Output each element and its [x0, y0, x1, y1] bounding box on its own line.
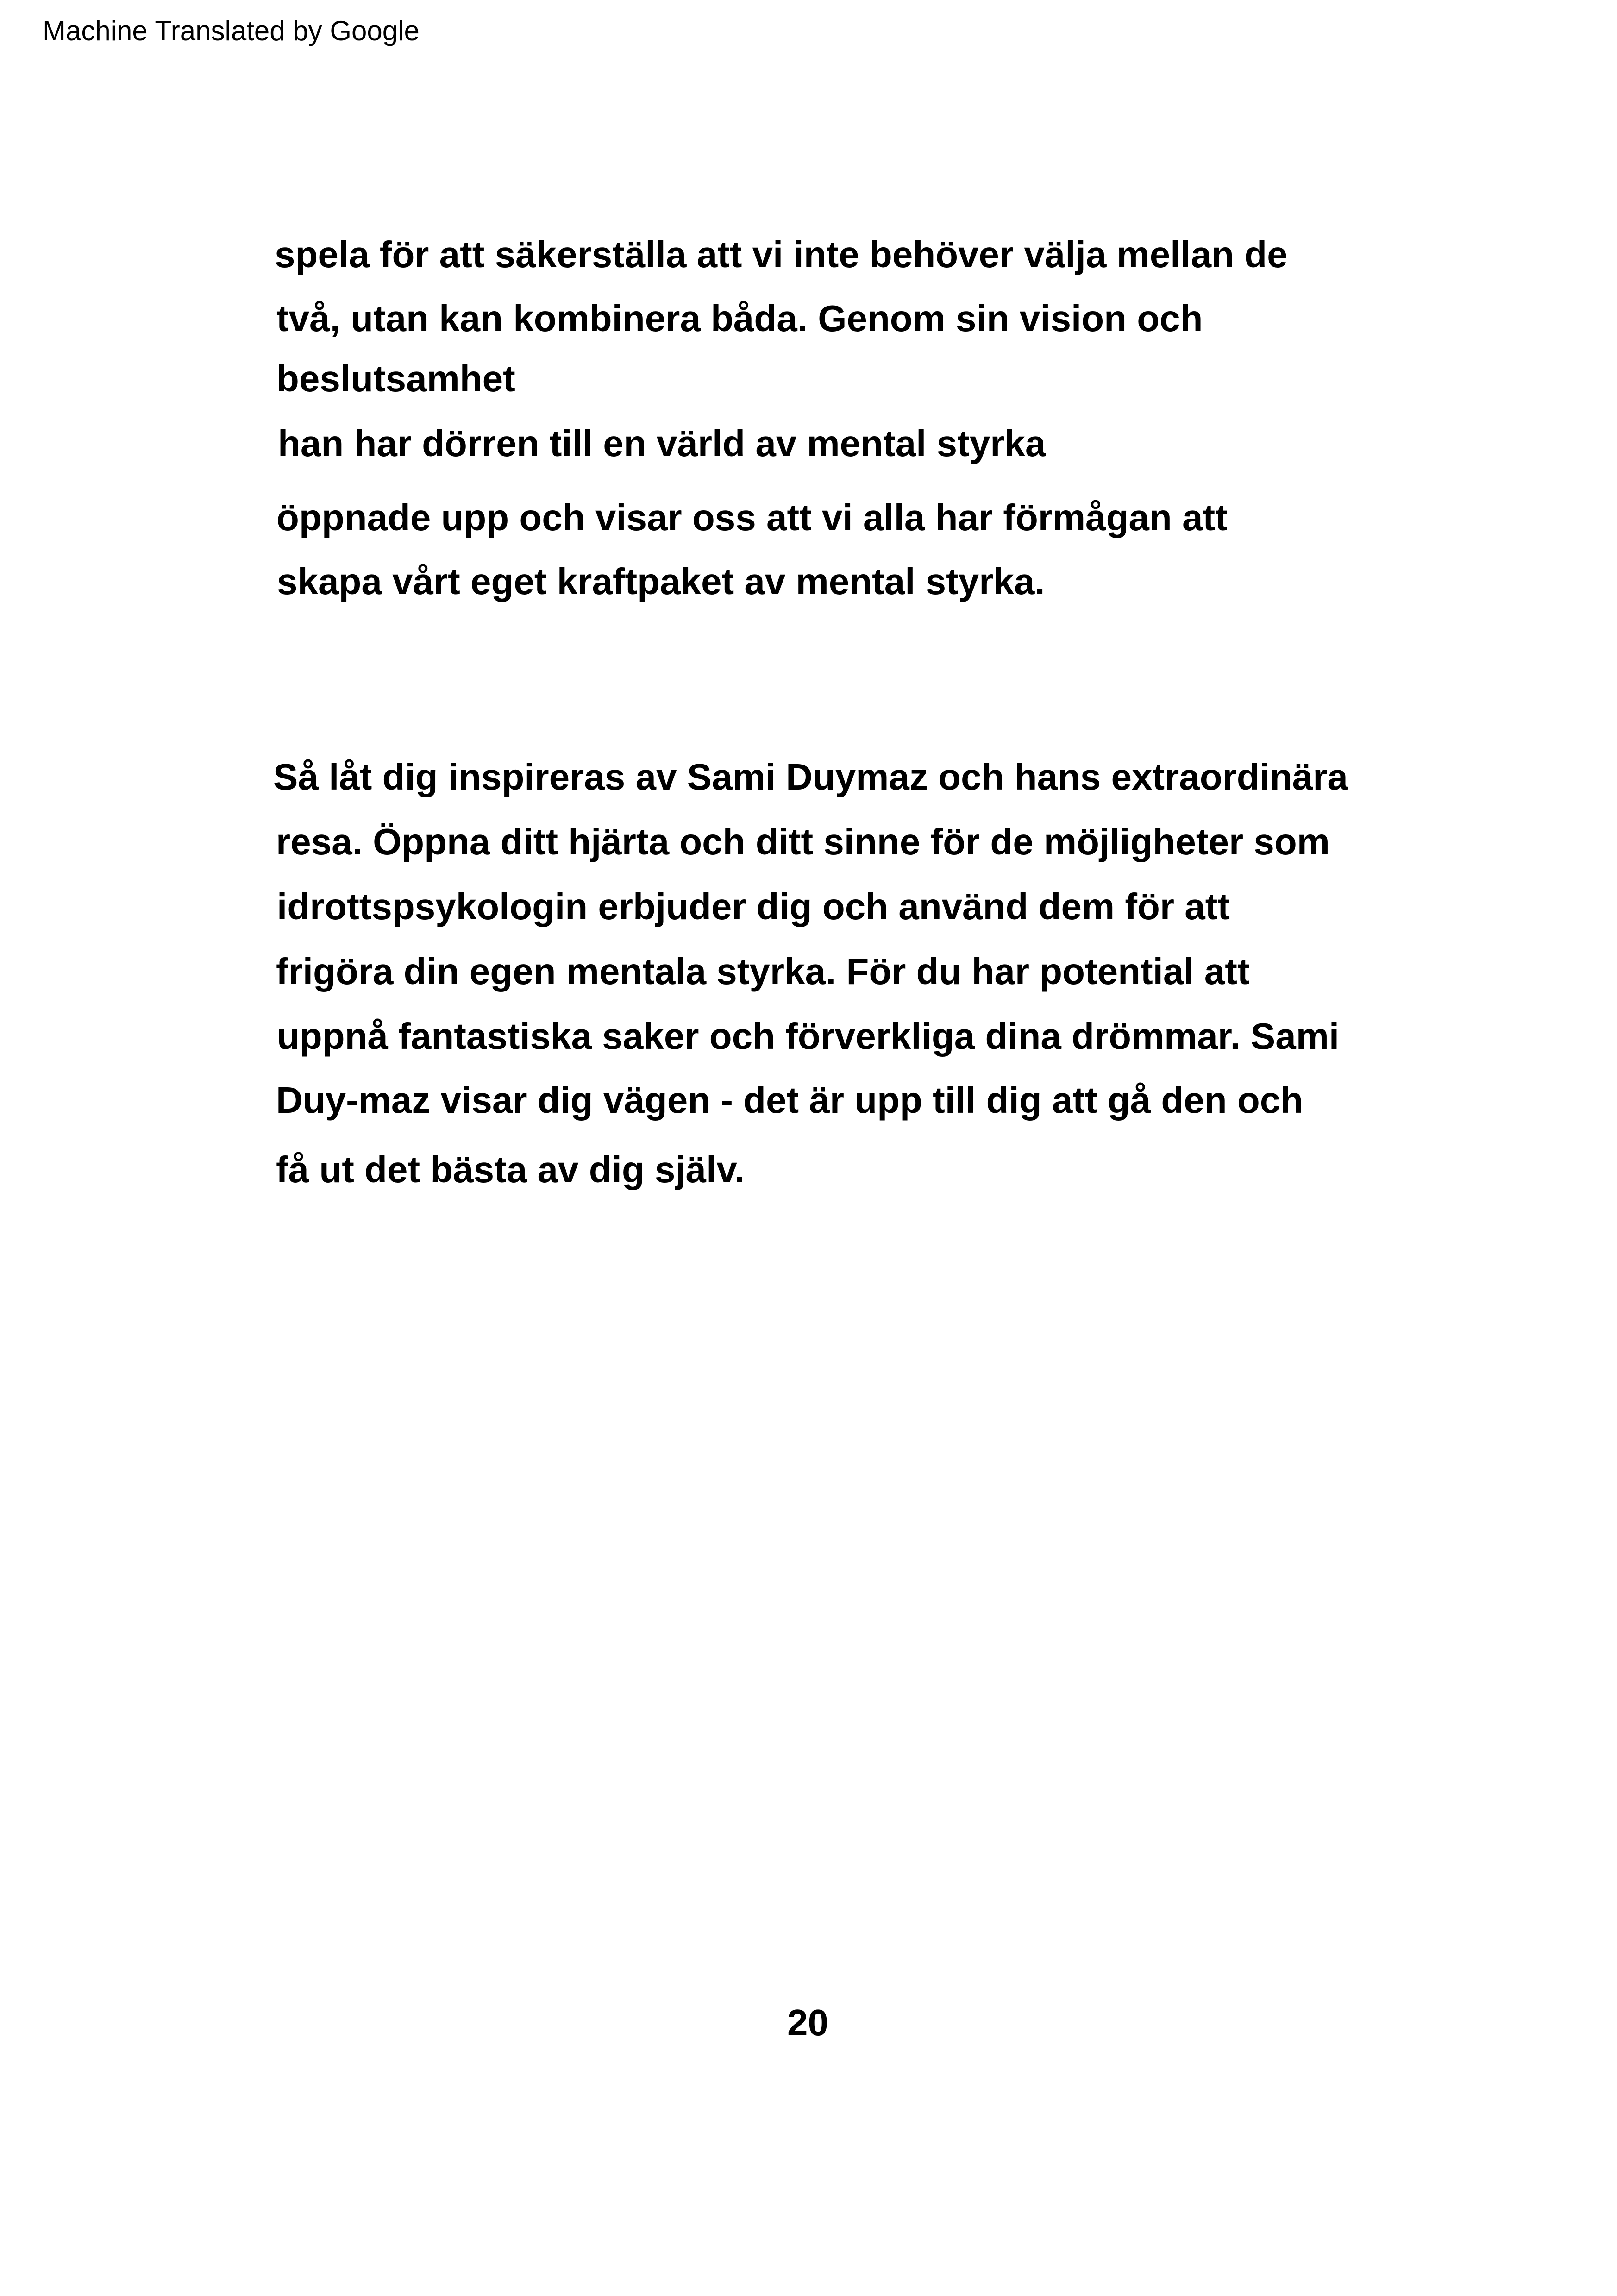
paragraph-line: resa. Öppna ditt hjärta och ditt sinne för de möjligheter som	[276, 821, 1330, 862]
paragraph-line: han har dörren till en värld av mental styrka	[278, 423, 1046, 464]
paragraph-line: uppnå fantastiska saker och förverkliga dina drömmar. Sami	[277, 1016, 1340, 1057]
paragraph-line: Så låt dig inspireras av Sami Duymaz och hans extraordinära	[273, 756, 1348, 797]
paragraph-line: skapa vårt eget kraftpaket av mental styrka.	[277, 561, 1045, 602]
paragraph-line: spela för att säkerställa att vi inte behöver välja mellan de	[275, 234, 1288, 275]
paragraph-line: beslutsamhet	[276, 358, 515, 399]
paragraph-line: öppnade upp och visar oss att vi alla har förmågan att	[276, 497, 1228, 538]
paragraph-line: idrottspsykologin erbjuder dig och använd dem för att	[277, 886, 1230, 927]
paragraph-line: få ut det bästa av dig själv.	[276, 1149, 745, 1190]
paragraph-line: två, utan kan kombinera båda. Genom sin vision och	[276, 298, 1203, 339]
page-number: 20	[787, 2002, 828, 2043]
machine-translation-note: Machine Translated by Google	[43, 15, 420, 46]
paragraph-line: frigöra din egen mentala styrka. För du har potential att	[276, 951, 1250, 992]
paragraph-line: Duy-maz visar dig vägen - det är upp till dig att gå den och	[276, 1079, 1304, 1121]
